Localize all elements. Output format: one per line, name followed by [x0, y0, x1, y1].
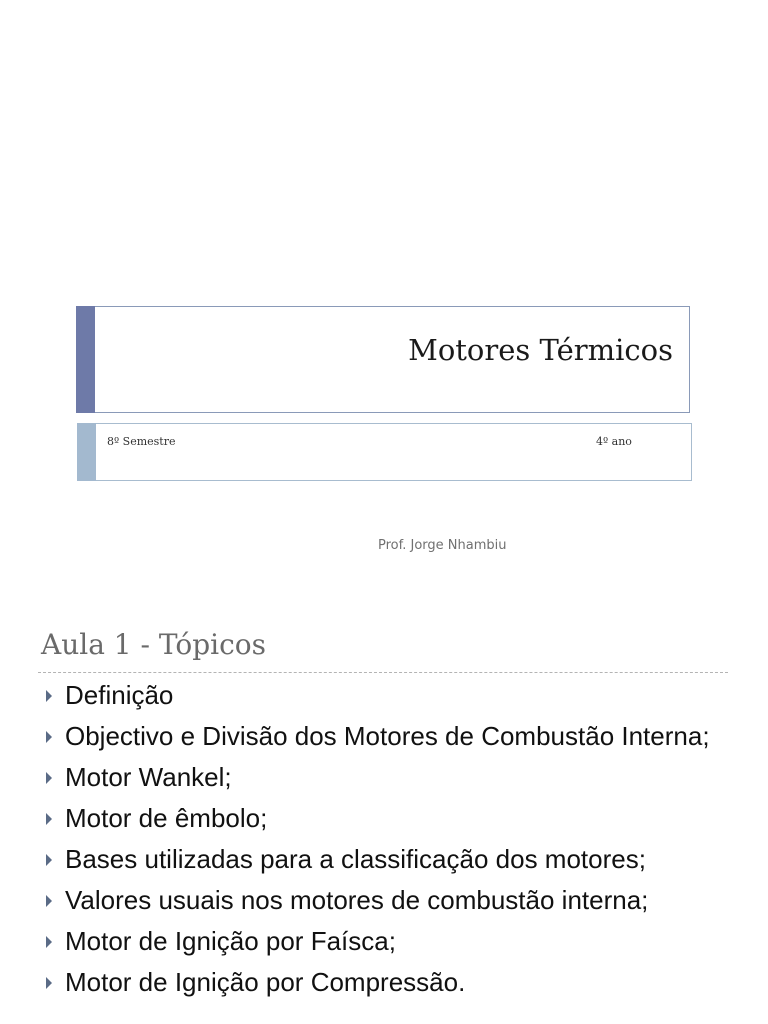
- triangle-bullet-icon: [46, 854, 52, 866]
- topic-item-label: Motor Wankel;: [65, 762, 232, 792]
- heading-divider: [38, 672, 728, 673]
- topic-item: [40, 803, 730, 834]
- topic-item: [40, 844, 730, 875]
- triangle-bullet-icon: [46, 936, 52, 948]
- triangle-bullet-icon: [46, 772, 52, 784]
- topics-heading: Aula 1 - Tópicos: [41, 628, 267, 661]
- subtitle-accent-bar: [77, 423, 96, 481]
- triangle-bullet-icon: [46, 813, 52, 825]
- triangle-bullet-icon: [46, 977, 52, 989]
- topic-item-label: Bases utilizadas para a classificação dos motores;: [65, 844, 646, 874]
- triangle-bullet-icon: [46, 690, 52, 702]
- topic-item-label: Objectivo e Divisão dos Motores de Combustão Interna;: [65, 721, 710, 751]
- author-name: Prof. Jorge Nhambiu: [378, 538, 507, 553]
- title-box: [76, 306, 690, 413]
- topics-list: [40, 680, 730, 1008]
- topic-item: [40, 680, 730, 711]
- topic-item-label: Motor de Ignição por Faísca;: [65, 926, 396, 956]
- topic-item: [40, 762, 730, 793]
- subtitle-box: [77, 423, 692, 481]
- triangle-bullet-icon: [46, 731, 52, 743]
- title-accent-bar: [76, 306, 95, 413]
- triangle-bullet-icon: [46, 895, 52, 907]
- topic-item-label: Motor de êmbolo;: [65, 803, 268, 833]
- topic-item: [40, 721, 730, 752]
- topic-item: [40, 926, 730, 957]
- topic-item-label: Motor de Ignição por Compressão.: [65, 967, 466, 997]
- topic-item-label: Definição: [65, 680, 174, 710]
- topic-item: [40, 885, 730, 916]
- topic-item-label: Valores usuais nos motores de combustão interna;: [65, 885, 649, 915]
- year-label: 4º ano: [596, 435, 632, 448]
- presentation-title: Motores Térmicos: [408, 333, 673, 367]
- semester-label: 8º Semestre: [107, 435, 176, 448]
- topic-item: [40, 967, 730, 998]
